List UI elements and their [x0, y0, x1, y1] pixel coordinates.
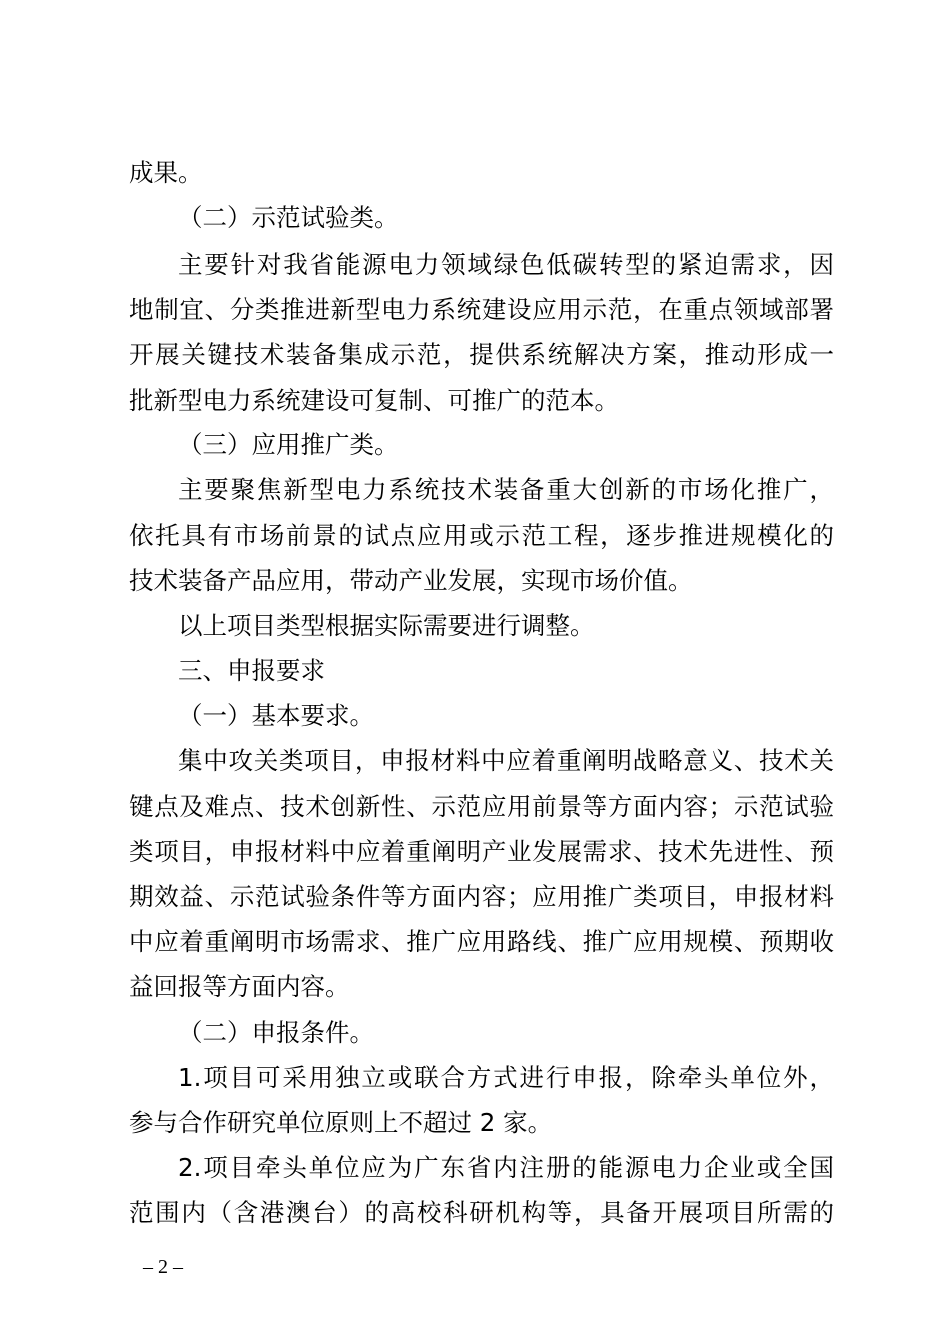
text-line: 地制宜、分类推进新型电力系统建设应用示范，在重点领域部署 [129, 295, 834, 324]
section-heading: （三）应用推广类。 [178, 430, 399, 459]
text-line: 益回报等方面内容。 [129, 972, 350, 1001]
text-line: 依托具有市场前景的试点应用或示范工程，逐步推进规模化的 [129, 521, 834, 550]
text-line: 主要聚焦新型电力系统技术装备重大创新的市场化推广， [178, 475, 834, 504]
text-line: 类项目，申报材料中应着重阐明产业发展需求、技术先进性、预 [129, 837, 834, 866]
text-line: 开展关键技术装备集成示范，提供系统解决方案，推动形成一 [129, 340, 834, 369]
text-line: 键点及难点、技术创新性、示范应用前景等方面内容；示范试验 [129, 792, 834, 821]
text-line: 技术装备产品应用，带动产业发展，实现市场价值。 [129, 566, 693, 595]
text-line: 2.项目牵头单位应为广东省内注册的能源电力企业或全国 [178, 1153, 834, 1182]
text-line: 参与合作研究单位原则上不超过 2 家。 [129, 1108, 553, 1137]
section-heading: （二）申报条件。 [178, 1018, 374, 1047]
text-line: 1.项目可采用独立或联合方式进行申报，除牵头单位外， [178, 1063, 834, 1092]
section-heading: （一）基本要求。 [178, 701, 374, 730]
text-line: 主要针对我省能源电力领域绿色低碳转型的紧迫需求，因 [178, 250, 834, 279]
section-heading: 三、申报要求 [178, 656, 325, 685]
text-line: 中应着重阐明市场需求、推广应用路线、推广应用规模、预期收 [129, 927, 834, 956]
text-line: 集中攻关类项目，申报材料中应着重阐明战略意义、技术关 [178, 746, 834, 775]
text-line: 批新型电力系统建设可复制、可推广的范本。 [129, 386, 619, 415]
page-number: – 2 – [143, 1256, 183, 1278]
section-heading: （二）示范试验类。 [178, 203, 399, 232]
text-line: 成果。 [129, 158, 203, 187]
text-line: 期效益、示范试验条件等方面内容；应用推广类项目，申报材料 [129, 882, 834, 911]
text-line: 范围内（含港澳台）的高校科研机构等，具备开展项目所需的 [129, 1198, 834, 1227]
text-line: 以上项目类型根据实际需要进行调整。 [178, 611, 595, 640]
